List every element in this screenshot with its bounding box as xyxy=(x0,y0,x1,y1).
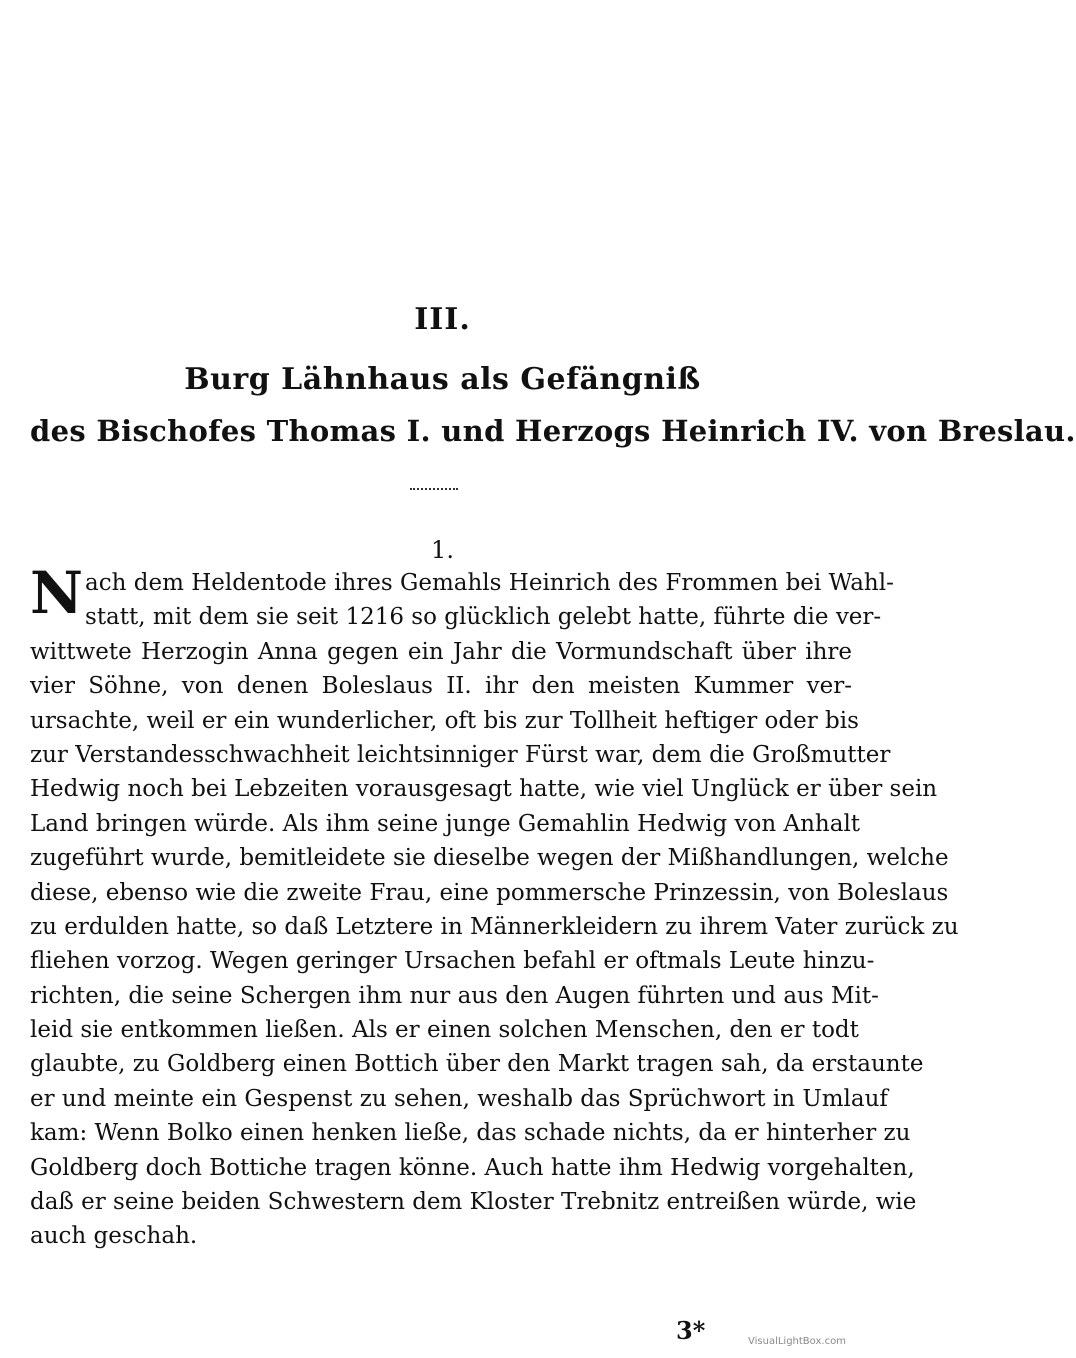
text-line: leid sie entkommen ließen. Als er einen solchen Menschen, den er todt xyxy=(30,1017,859,1044)
drop-cap-initial: N xyxy=(30,559,84,627)
text-line: glaubte, zu Goldberg einen Bottich über den Markt tragen sah, da erstaunte xyxy=(30,1051,924,1078)
text-line: ursachte, weil er ein wunderlicher, oft bis zur Tollheit heftiger oder bis xyxy=(30,707,859,734)
text-line: zu erdulden hatte, so daß Letztere in Männerkleidern zu ihrem Vater zurück zu xyxy=(30,913,959,940)
watermark: VisualLightBox.com xyxy=(748,1336,846,1347)
text-line: Land bringen würde. Als ihm seine junge Gemahlin Hedwig von Anhalt xyxy=(30,810,861,837)
text-line: vier Söhne, von denen Boleslaus II. ihr den meisten Kummer ver- xyxy=(30,673,852,700)
text-line: zugeführt wurde, bemitleidete sie dieselbe wegen der Mißhandlungen, welche xyxy=(30,845,949,872)
title-divider xyxy=(410,488,458,490)
text-line: wittwete Herzogin Anna gegen ein Jahr die Vormundschaft über ihre xyxy=(30,638,852,665)
text-line: er und meinte ein Gespenst zu sehen, weshalb das Sprüchwort in Umlauf xyxy=(30,1085,888,1112)
chapter-title-line-1: Burg Lähnhaus als Gefängniß xyxy=(184,362,701,397)
text-line: daß er seine beiden Schwestern dem Kloster Trebnitz entreißen würde, wie xyxy=(30,1189,917,1216)
text-line: zur Verstandesschwachheit leichtsinniger Fürst war, dem die Großmutter xyxy=(30,741,891,768)
page-number: 3* xyxy=(676,1316,706,1345)
text-line: Hedwig noch bei Lebzeiten vorausgesagt hatte, wie viel Unglück er über sein xyxy=(30,776,938,803)
text-line: ach dem Heldentode ihres Gemahls Heinrich des Frommen bei Wahl- xyxy=(85,570,894,596)
text-line: kam: Wenn Bolko einen henken ließe, das schade nichts, da er hinterher zu xyxy=(30,1120,911,1147)
chapter-title-line-2: des Bischofes Thomas I. und Herzogs Heinrich IV. von Breslau. xyxy=(30,414,1076,448)
chapter-number: III. xyxy=(414,302,471,337)
text-line: fliehen vorzog. Wegen geringer Ursachen befahl er oftmals Leute hinzu- xyxy=(30,948,875,975)
text-line-last: auch geschah. xyxy=(30,1223,198,1250)
text-line: diese, ebenso wie die zweite Frau, eine pommersche Prinzessin, von Boleslaus xyxy=(30,879,949,906)
text-line: Goldberg doch Bottiche tragen könne. Auch hatte ihm Hedwig vorgehalten, xyxy=(30,1154,915,1181)
text-line: statt, mit dem sie seit 1216 so glücklich gelebt hatte, führte die ver- xyxy=(85,604,882,631)
paragraph-body xyxy=(30,559,959,1254)
section-number: 1. xyxy=(431,536,454,564)
text-line: richten, die seine Schergen ihm nur aus den Augen führten und aus Mit- xyxy=(30,982,879,1009)
